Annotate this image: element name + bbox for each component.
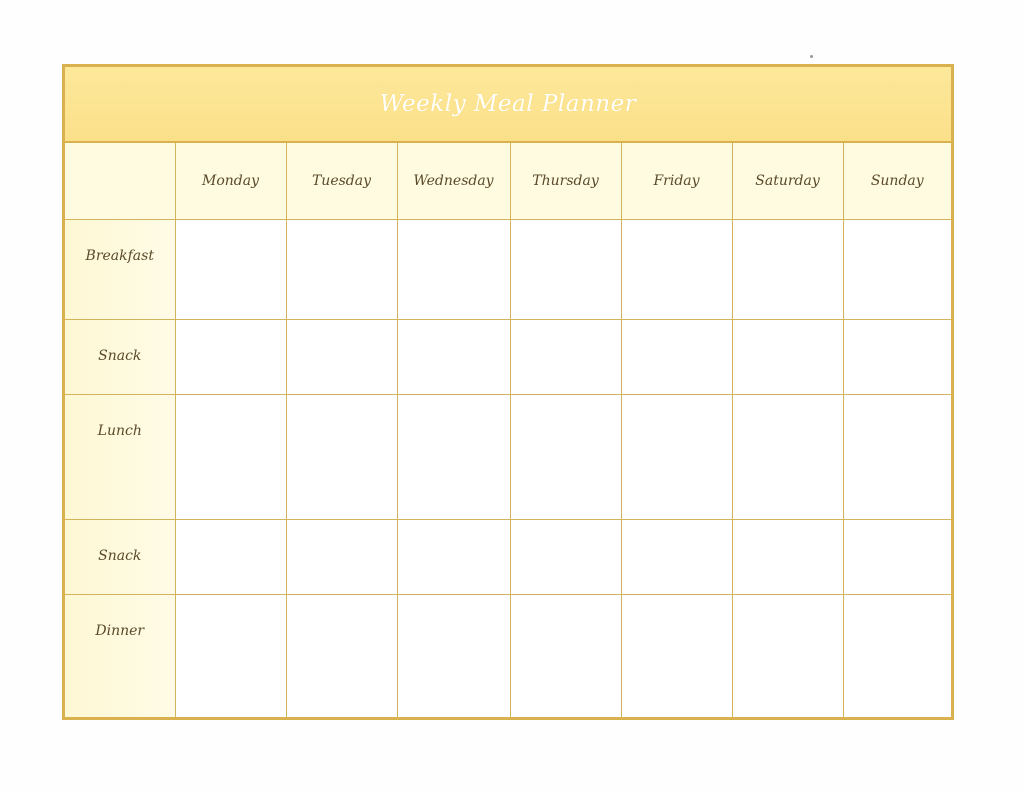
meal-cell[interactable] [621, 319, 732, 394]
meal-cell[interactable] [286, 319, 397, 394]
meal-cell[interactable] [175, 394, 286, 519]
header-row [65, 143, 951, 219]
meal-label-breakfast: Breakfast [65, 219, 175, 319]
meal-cell[interactable] [510, 219, 621, 319]
meal-cell[interactable] [397, 519, 510, 594]
title-bar [65, 67, 951, 143]
scan-speck [810, 55, 813, 58]
meal-cell[interactable] [397, 394, 510, 519]
meal-cell[interactable] [732, 219, 843, 319]
meal-cell[interactable] [510, 519, 621, 594]
meal-label-lunch: Lunch [65, 394, 175, 519]
day-header-friday: Friday [621, 143, 732, 219]
meal-cell[interactable] [621, 219, 732, 319]
meal-cell[interactable] [286, 519, 397, 594]
meal-cell[interactable] [621, 519, 732, 594]
meal-cell[interactable] [286, 594, 397, 717]
meal-cell[interactable] [621, 594, 732, 717]
meal-row-snack [65, 319, 951, 394]
meal-row-snack [65, 519, 951, 594]
meal-cell[interactable] [732, 594, 843, 717]
meal-label-snack: Snack [65, 519, 175, 594]
page-title: Weekly Meal Planner [379, 91, 637, 117]
planner-grid [65, 143, 951, 717]
day-header-tuesday: Tuesday [286, 143, 397, 219]
meal-cell[interactable] [843, 219, 951, 319]
meal-cell[interactable] [175, 519, 286, 594]
meal-cell[interactable] [286, 219, 397, 319]
meal-label-snack: Snack [65, 319, 175, 394]
meal-cell[interactable] [843, 519, 951, 594]
meal-cell[interactable] [732, 519, 843, 594]
meal-cell[interactable] [510, 594, 621, 717]
meal-planner-sheet [62, 64, 954, 720]
meal-cell[interactable] [397, 219, 510, 319]
meal-cell[interactable] [843, 594, 951, 717]
meal-row-breakfast [65, 219, 951, 319]
meal-cell[interactable] [175, 594, 286, 717]
meal-cell[interactable] [397, 594, 510, 717]
meal-label-dinner: Dinner [65, 594, 175, 717]
meal-row-lunch [65, 394, 951, 519]
day-header-saturday: Saturday [732, 143, 843, 219]
meal-cell[interactable] [175, 219, 286, 319]
meal-cell[interactable] [732, 319, 843, 394]
day-header-wednesday: Wednesday [397, 143, 510, 219]
meal-cell[interactable] [732, 394, 843, 519]
meal-cell[interactable] [510, 394, 621, 519]
meal-cell[interactable] [175, 319, 286, 394]
corner-cell [65, 143, 175, 219]
meal-cell[interactable] [621, 394, 732, 519]
meal-cell[interactable] [286, 394, 397, 519]
day-header-sunday: Sunday [843, 143, 951, 219]
day-header-thursday: Thursday [510, 143, 621, 219]
day-header-monday: Monday [175, 143, 286, 219]
meal-cell[interactable] [510, 319, 621, 394]
meal-row-dinner [65, 594, 951, 717]
meal-cell[interactable] [843, 394, 951, 519]
meal-cell[interactable] [843, 319, 951, 394]
meal-cell[interactable] [397, 319, 510, 394]
